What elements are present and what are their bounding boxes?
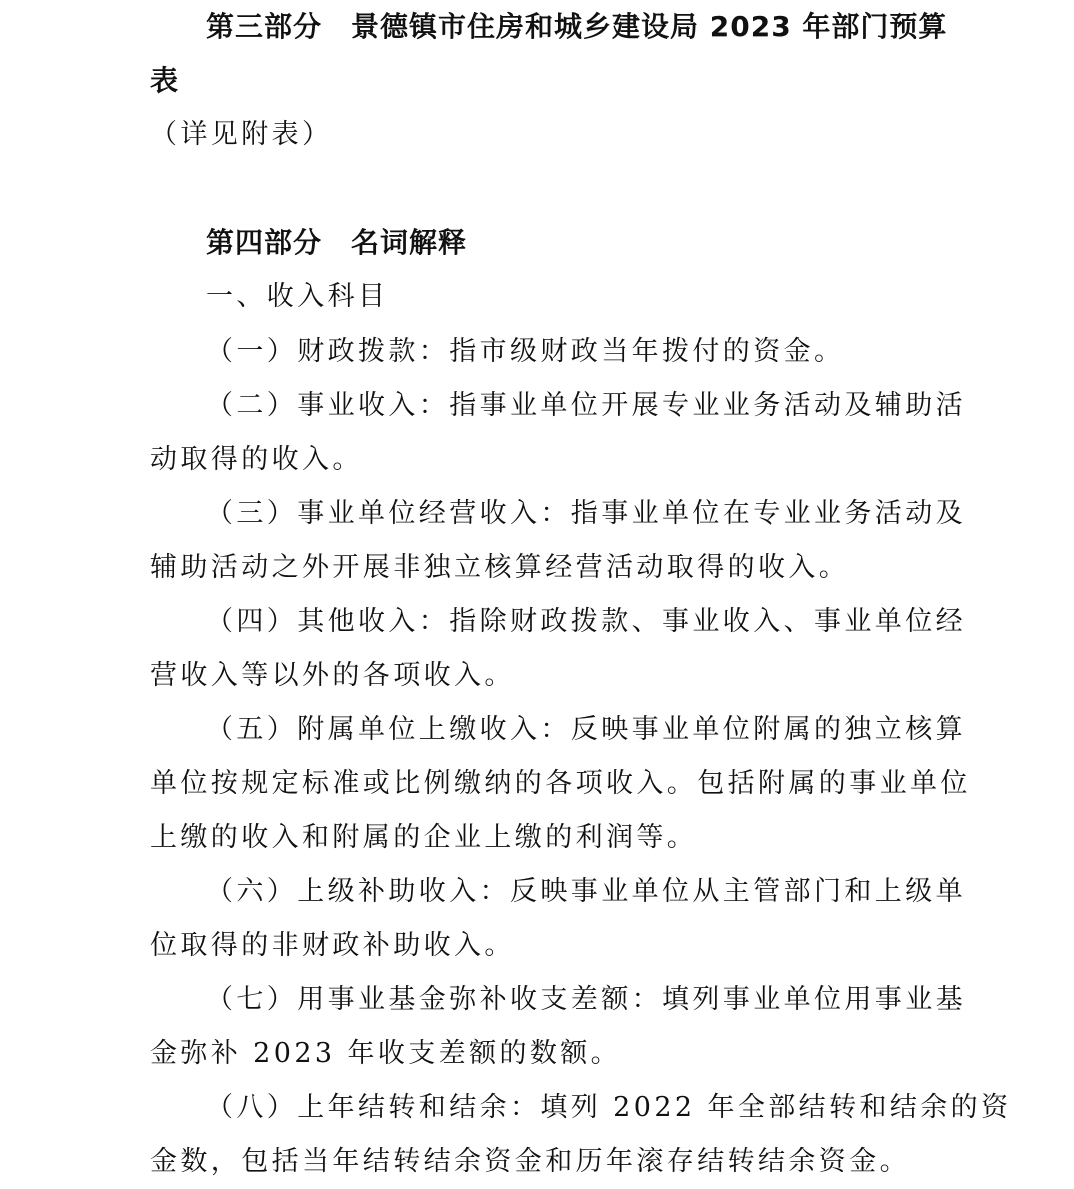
section3-title-line2: 表: [150, 64, 180, 97]
item-7-line-2: 金弥补 2023 年收支差额的数额。: [150, 1038, 622, 1069]
section4-subtitle: 一、收入科目: [206, 281, 389, 312]
item-1-line-1: （一）财政拨款：指市级财政当年拨付的资金。: [206, 336, 845, 367]
item-5-line-2: 单位按规定标准或比例缴纳的各项收入。包括附属的事业单位: [150, 768, 971, 799]
item-7-line-1: （七）用事业基金弥补收支差额：填列事业单位用事业基: [206, 984, 966, 1015]
item-8-line-1: （八）上年结转和结余：填列 2022 年全部结转和结余的资: [206, 1092, 1012, 1123]
item-3-line-2: 辅助活动之外开展非独立核算经营活动取得的收入。: [150, 552, 850, 583]
item-5-line-1: （五）附属单位上缴收入：反映事业单位附属的独立核算: [206, 714, 966, 745]
item-2-line-1: （二）事业收入：指事业单位开展专业业务活动及辅助活: [206, 390, 966, 421]
item-2-line-2: 动取得的收入。: [150, 444, 363, 475]
item-8-line-2: 金数，包括当年结转结余资金和历年滚存结转结余资金。: [150, 1146, 910, 1177]
section3-title-line1: 第三部分 景德镇市住房和城乡建设局 2023 年部门预算: [206, 10, 948, 43]
item-5-line-3: 上缴的收入和附属的企业上缴的利润等。: [150, 822, 698, 853]
item-4-line-1: （四）其他收入：指除财政拨款、事业收入、事业单位经: [206, 606, 966, 637]
item-3-line-1: （三）事业单位经营收入：指事业单位在专业业务活动及: [206, 498, 966, 529]
section3-note: （详见附表）: [150, 119, 333, 150]
section4-title: 第四部分 名词解释: [206, 226, 468, 259]
item-6-line-1: （六）上级补助收入：反映事业单位从主管部门和上级单: [206, 876, 966, 907]
item-4-line-2: 营收入等以外的各项收入。: [150, 660, 515, 691]
item-6-line-2: 位取得的非财政补助收入。: [150, 930, 515, 961]
